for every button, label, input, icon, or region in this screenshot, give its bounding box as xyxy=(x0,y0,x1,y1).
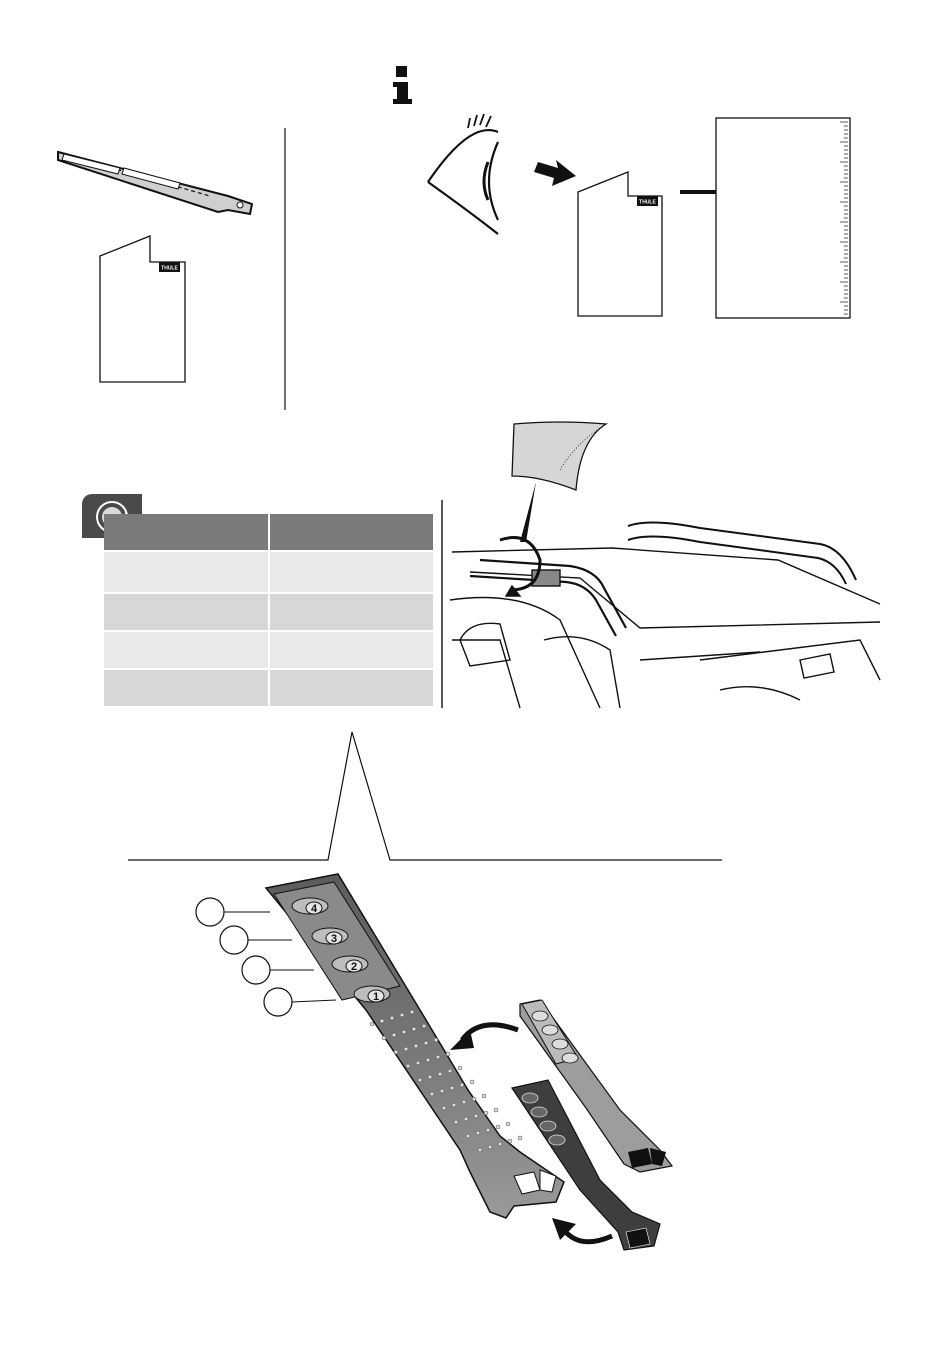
callout-circle xyxy=(220,926,292,954)
curved-arrow-icon xyxy=(552,1218,612,1242)
strap-icon xyxy=(58,152,252,214)
strap-pad xyxy=(532,1011,548,1021)
curved-arrow-icon xyxy=(450,1025,518,1050)
strap-number-label: 2 xyxy=(350,961,358,973)
table-cell xyxy=(104,552,268,592)
strap-pad xyxy=(562,1053,578,1063)
car-roof-scene xyxy=(442,500,880,708)
brand-tag: THULE xyxy=(161,265,178,272)
large-strap xyxy=(266,874,564,1218)
table-cell xyxy=(270,670,434,706)
strap-pad xyxy=(552,1039,568,1049)
callout-circle xyxy=(264,988,336,1016)
table-row xyxy=(104,670,433,706)
callout-circle xyxy=(196,898,270,926)
table-row xyxy=(104,632,433,668)
info-icon xyxy=(393,66,412,104)
strap-pad xyxy=(531,1107,547,1117)
table-cell xyxy=(104,670,268,706)
ruler-page-icon xyxy=(716,118,850,318)
table-cell xyxy=(104,632,268,668)
eye-icon xyxy=(428,114,498,234)
table-row xyxy=(104,552,433,592)
svg-text:THULE: THULE xyxy=(639,199,656,206)
arrow-icon xyxy=(534,160,576,186)
table-header-cell xyxy=(270,514,434,550)
strap-pad xyxy=(540,1121,556,1131)
table-cell xyxy=(104,594,268,630)
strap-pad xyxy=(549,1135,565,1145)
strap-pad xyxy=(542,1025,558,1035)
table-cell xyxy=(270,632,434,668)
size-table-panel xyxy=(82,494,438,724)
strap-pad xyxy=(522,1093,538,1103)
table-row xyxy=(104,594,433,630)
strap-number-label: 1 xyxy=(372,991,380,1003)
size-table xyxy=(102,512,435,708)
table-cell xyxy=(270,594,434,630)
booklet-icon xyxy=(100,236,185,382)
callout-circle xyxy=(242,956,314,984)
zoom-connector xyxy=(128,732,722,860)
table-header-cell xyxy=(104,514,268,550)
curved-ruler-icon xyxy=(512,422,606,542)
table-cell xyxy=(270,552,434,592)
strap-number-label: 4 xyxy=(310,903,318,915)
strap-number-label: 3 xyxy=(330,933,338,945)
booklet-icon xyxy=(578,172,662,316)
